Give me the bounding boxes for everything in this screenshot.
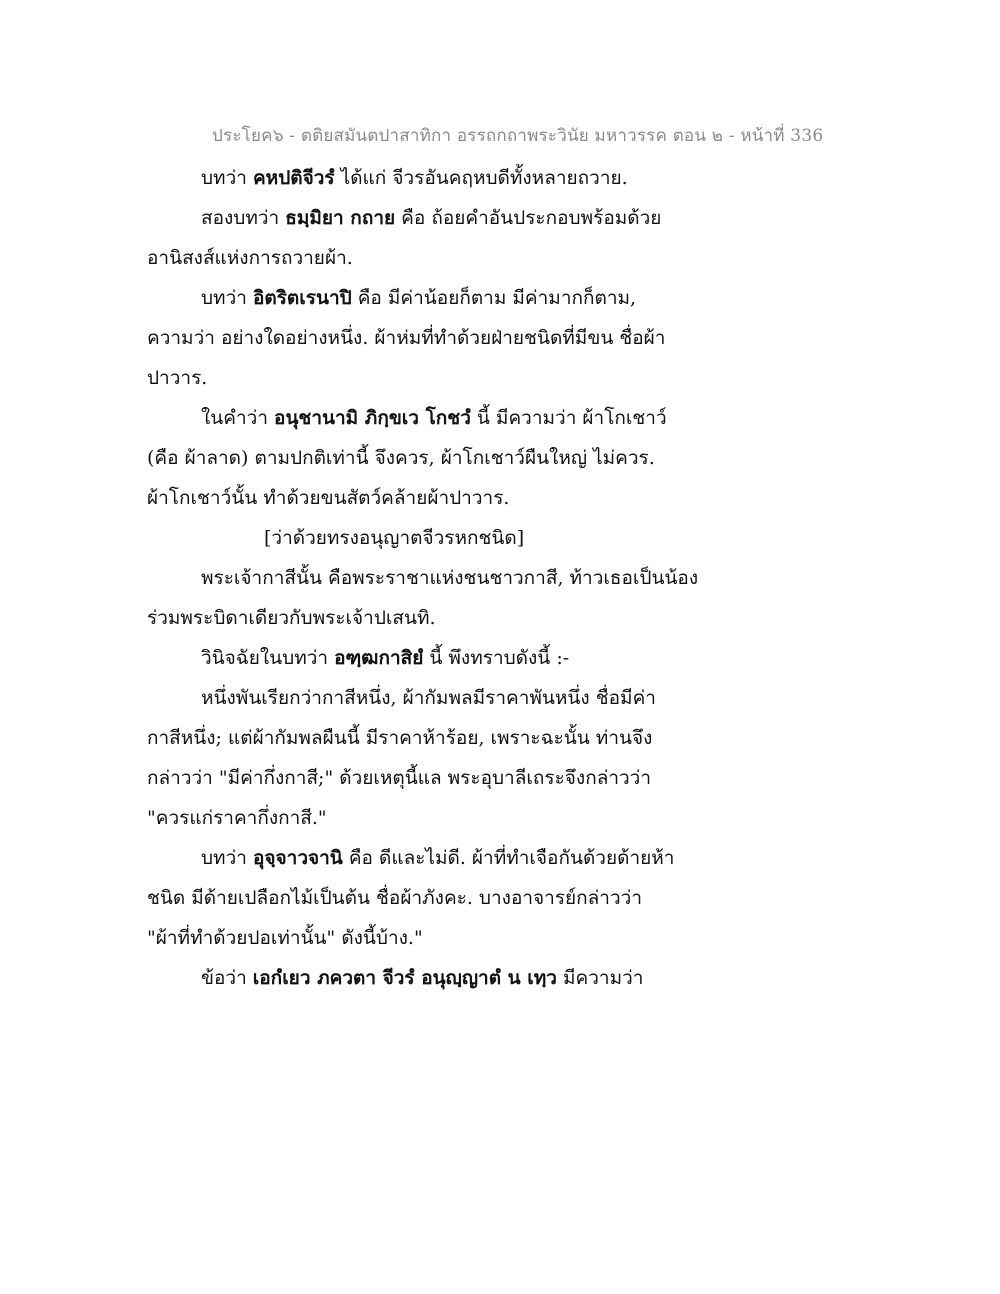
text-line	[147, 838, 707, 878]
text-segment: อานิสงส์แห่งการถวายผ้า.	[147, 247, 353, 269]
text-line	[147, 558, 707, 598]
text-segment: ความว่า อย่างใดอย่างหนึ่ง. ผ้าห่มที่ทำด้วยฝ่ายชนิดที่มีขน ชื่อผ้า	[147, 327, 666, 349]
text-segment: (คือ ผ้าลาด) ตามปกติเท่านี้ จึงควร, ผ้าโกเชาว์ผืนใหญ่ ไม่ควร.	[147, 447, 655, 469]
text-segment: คือ ถ้อยคำอันประกอบพร้อมด้วย	[395, 207, 662, 229]
text-segment: พระเจ้ากาสีนั้น คือพระราชาแห่งชนชาวกาสี, ท้าวเธอเป็นน้อง	[201, 567, 699, 589]
text-segment: วินิจฉัยในบทว่า	[201, 647, 335, 669]
text-line	[147, 638, 707, 678]
pali-term: อนุชานามิ ภิกฺขเว โกชวํ	[274, 407, 471, 429]
text-segment: มีความว่า	[556, 967, 644, 989]
text-line	[147, 158, 707, 198]
text-segment: กาสีหนึ่ง; แต่ผ้ากัมพลผืนนี้ มีราคาห้าร้อย, เพราะฉะนั้น ท่านจึง	[147, 727, 653, 749]
text-segment: ข้อว่า	[201, 967, 253, 989]
text-line	[147, 398, 707, 438]
text-segment: บทว่า	[201, 847, 253, 869]
text-line	[147, 278, 707, 318]
text-segment: ผ้าโกเชาว์นั้น ทำด้วยขนสัตว์คล้ายผ้าปาวาร.	[147, 487, 510, 509]
text-segment: ปาวาร.	[147, 367, 208, 389]
text-line	[147, 358, 707, 398]
pali-term: คหปติจีวรํ	[252, 167, 335, 189]
text-segment: คือ มีค่าน้อยก็ตาม มีค่ามากก็ตาม,	[351, 287, 637, 309]
pali-term: อฑฺฒกาสิยํ	[334, 647, 424, 669]
pali-term: อิตริตเรนาปิ	[252, 287, 352, 309]
text-segment: ได้แก่ จีวรอันคฤหบดีทั้งหลายถวาย.	[334, 167, 628, 189]
text-line	[147, 678, 707, 718]
text-segment: ชนิด มีด้ายเปลือกไม้เป็นต้น ชื่อผ้าภังคะ. บางอาจารย์กล่าวว่า	[147, 887, 642, 909]
text-line	[147, 798, 707, 838]
pali-term: เอกํเยว ภควตา จีวรํ อนุญฺญาตํ น เทฺว	[252, 967, 557, 989]
pali-term: อุจฺจาวจานิ	[252, 847, 343, 869]
text-line	[147, 318, 707, 358]
text-segment: ในคำว่า	[201, 407, 275, 429]
text-segment: สองบทว่า	[201, 207, 286, 229]
text-line	[147, 918, 707, 958]
text-segment: "ควรแก่ราคากึ่งกาสี."	[147, 807, 327, 829]
text-line	[147, 198, 707, 238]
text-line	[147, 718, 707, 758]
text-segment: ร่วมพระบิดาเดียวกับพระเจ้าปเสนทิ.	[147, 607, 436, 629]
text-line	[147, 478, 707, 518]
text-segment: คือ ดีและไม่ดี. ผ้าที่ทำเจือกันด้วยด้ายห้า	[342, 847, 675, 869]
text-segment: นี้ พึงทราบดังนี้ :-	[423, 647, 570, 669]
text-line	[147, 758, 707, 798]
text-segment: "ผ้าที่ทำด้วยปอเท่านั้น" ดังนี้บ้าง."	[147, 927, 423, 949]
text-segment: [ว่าด้วยทรงอนุญาตจีวรหกชนิด]	[264, 527, 525, 549]
text-line	[147, 958, 707, 998]
text-segment: หนึ่งพันเรียกว่ากาสีหนึ่ง, ผ้ากัมพลมีราคาพันหนึ่ง ชื่อมีค่า	[201, 687, 656, 709]
page-header: ประโยค๖ - ตติยสมันตปาสาทิกา อรรถกถาพระวินัย มหาวรรค ตอน ๒ - หน้าที่ 336	[212, 126, 824, 146]
text-segment: กล่าวว่า "มีค่ากึ่งกาสี;" ด้วยเหตุนี้แล พระอุบาลีเถระจึงกล่าวว่า	[147, 767, 652, 789]
text-line	[147, 878, 707, 918]
body-text	[147, 158, 707, 998]
text-segment: บทว่า	[201, 287, 253, 309]
text-line	[147, 438, 707, 478]
text-segment: นี้ มีความว่า ผ้าโกเชาว์	[470, 407, 667, 429]
text-segment: บทว่า	[201, 167, 253, 189]
pali-term: ธมฺมิยา กถาย	[285, 207, 396, 229]
text-line	[147, 238, 707, 278]
text-line	[147, 598, 707, 638]
section-heading	[147, 518, 707, 558]
